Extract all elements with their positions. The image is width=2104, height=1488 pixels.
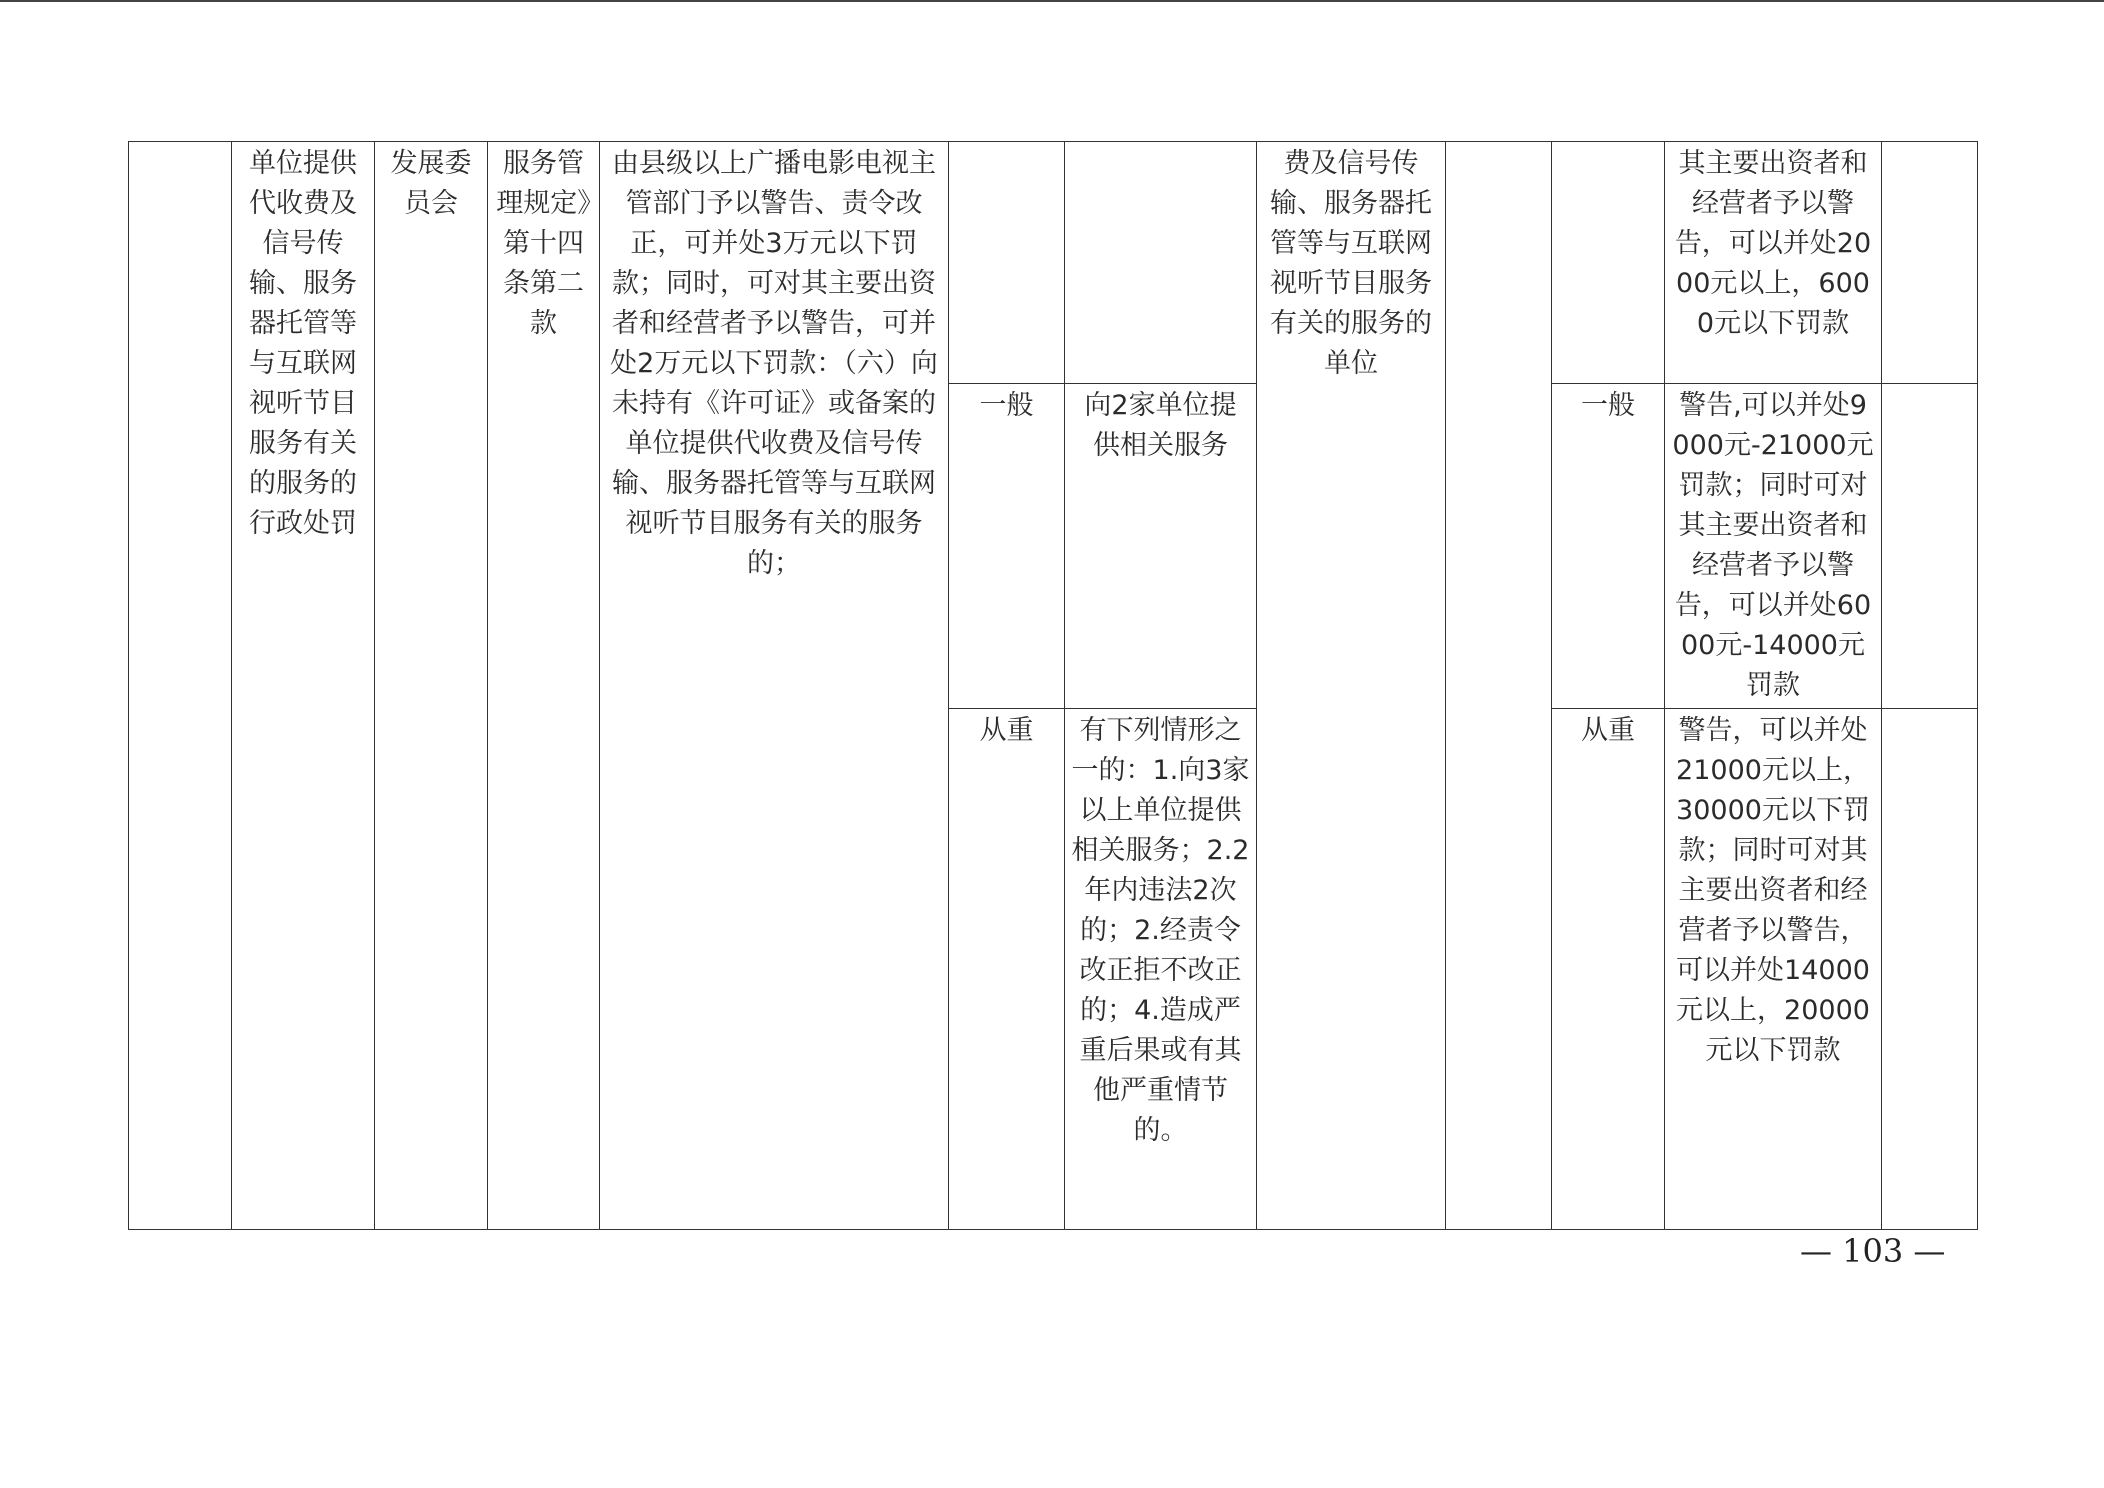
remarks-cell [1882,384,1978,709]
blank-cell [1446,142,1552,1230]
penalty-level-cell: 从重 [1552,709,1665,1230]
penalty-standards-table [128,141,1978,1230]
penalty-standard-cell: 警告，可以并处21000元以上，30000元以下罚款；同时可对其主要出资者和经营者予以警告，可以并处14000元以上，20000元以下罚款 [1665,709,1882,1230]
penalty-standard-cell: 警告,可以并处9000元-21000元罚款；同时可对其主要出资者和经营者予以警告，可以并处6000元-14000元罚款 [1665,384,1882,709]
circumstance-cell [1065,142,1257,384]
violation-level-cell: 一般 [949,384,1065,709]
page-number: — 103 — [1800,1232,1946,1270]
legal-basis-cell: 服务管理规定》第十四条第二款 [488,142,600,1230]
violation-level-cell [949,142,1065,384]
circumstance-cell: 有下列情形之一的：1.向3家以上单位提供相关服务；2.2年内违法2次的；2.经责令改正拒不改正的；4.造成严重后果或有其他严重情节的。 [1065,709,1257,1230]
circumstance-cell: 向2家单位提供相关服务 [1065,384,1257,709]
table-row [129,142,1978,384]
department-cell: 发展委员会 [375,142,488,1230]
penalty-level-cell [1552,142,1665,384]
penalty-provision-cell: 由县级以上广播电影电视主管部门予以警告、责令改正，可并处3万元以下罚款；同时，可对其主要出资者和经营者予以警告，可并处2万元以下罚款：（六）向未持有《许可证》或备案的单位提供代收费及信号传输、服务器托管等与互联网视听节目服务有关的服务的； [600,142,949,1230]
remarks-cell [1882,709,1978,1230]
serial-number-cell [129,142,232,1230]
remarks-cell [1882,142,1978,384]
violation-level-cell: 从重 [949,709,1065,1230]
item-name-cell: 单位提供代收费及信号传输、服务器托管等与互联网视听节目服务有关的服务的行政处罚 [232,142,375,1230]
penalty-level-cell: 一般 [1552,384,1665,709]
penalty-standard-cell: 其主要出资者和经营者予以警告，可以并处2000元以上，6000元以下罚款 [1665,142,1882,384]
violation-subject-cell: 费及信号传输、服务器托管等与互联网视听节目服务有关的服务的单位 [1257,142,1446,1230]
document-page [128,141,1978,1230]
top-border-line [0,0,2104,2]
